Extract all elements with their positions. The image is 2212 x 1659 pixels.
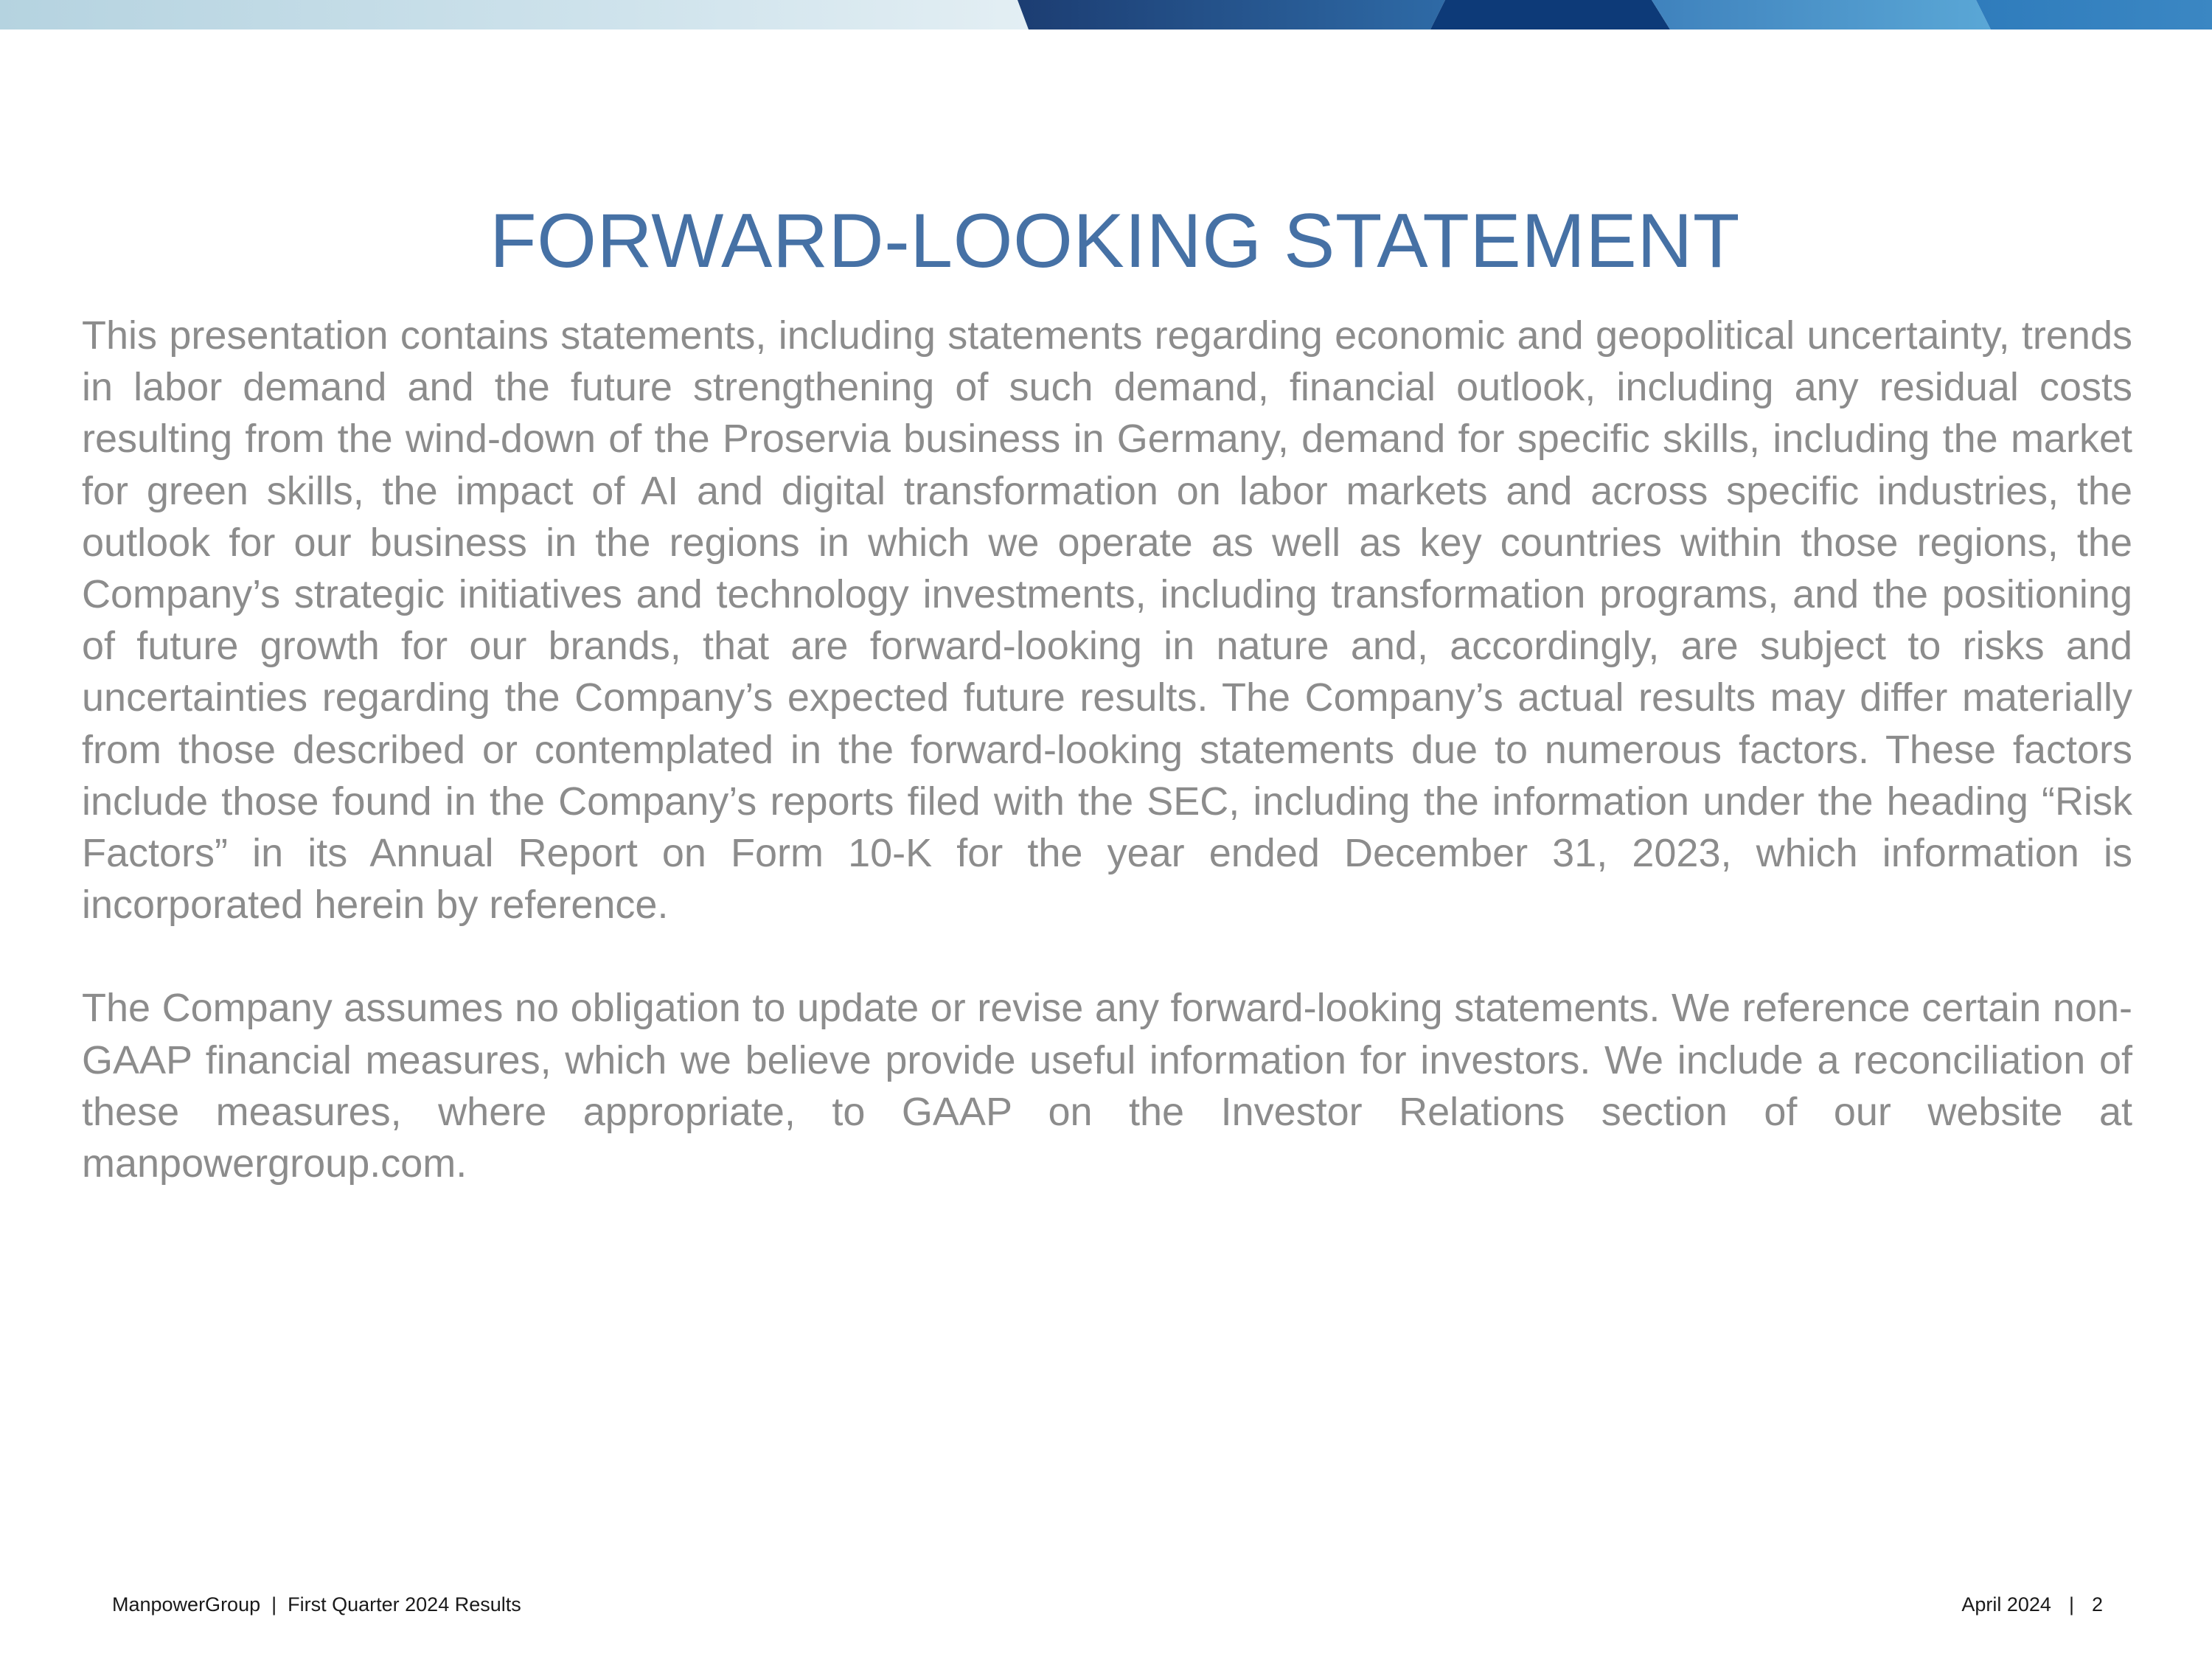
top-decorative-banner bbox=[0, 0, 2212, 29]
footer-separator: | bbox=[2068, 1593, 2074, 1615]
banner-mid-band bbox=[1652, 0, 1991, 29]
footer-company-report: ManpowerGroup | First Quarter 2024 Results bbox=[112, 1593, 521, 1615]
page-number: 2 bbox=[2091, 1593, 2103, 1615]
footer-date-page bbox=[1961, 1593, 2103, 1616]
banner-light-band bbox=[0, 0, 1047, 29]
statement-paragraph-2: The Company assumes no obligation to update or revise any forward-looking statements. We reference certain non-GAAP financial measures, which we believe provide useful information for investors. We include a reconciliation of these measures, where appropriate, to GAAP on the Investor Relations section of our website at manpowergroup.com. bbox=[82, 986, 2132, 1186]
banner-end-band bbox=[1976, 0, 2212, 29]
banner-navy-band bbox=[1430, 0, 1670, 29]
statement-paragraph-1: This presentation contains statements, including statements regarding economic and geopolitical uncertainty, trends in labor demand and the future strengthening of such demand, financial outlook, including any residual costs resulting from the wind-down of the Proservia business in Germany, demand for specific skills, including the market for green skills, the impact of AI and digital transformation on labor markets and across specific industries, the outlook for our business in the regions in which we operate as well as key countries within those regions, the Company’s strategic initiatives and technology investments, including transformation programs, and the positioning of future growth for our brands, that are forward-looking in nature and, accordingly, are subject to risks and uncertainties regarding the Company’s expected future results. The Company’s actual results may differ materially from those described or contemplated in the forward-looking statements due to numerous factors. These factors include those found in the Company’s reports filed with the SEC, including the information under the heading “Risk Factors” in its Annual Report on Form 10-K for the year ended December 31, 2023, which information is incorporated herein by reference. bbox=[82, 313, 2132, 928]
banner-graphic bbox=[0, 0, 2212, 29]
banner-dark-band bbox=[1018, 0, 1445, 29]
footer-date: April 2024 bbox=[1961, 1593, 2051, 1615]
slide-title: FORWARD-LOOKING STATEMENT bbox=[490, 198, 1740, 284]
statement-body bbox=[82, 310, 2132, 1189]
